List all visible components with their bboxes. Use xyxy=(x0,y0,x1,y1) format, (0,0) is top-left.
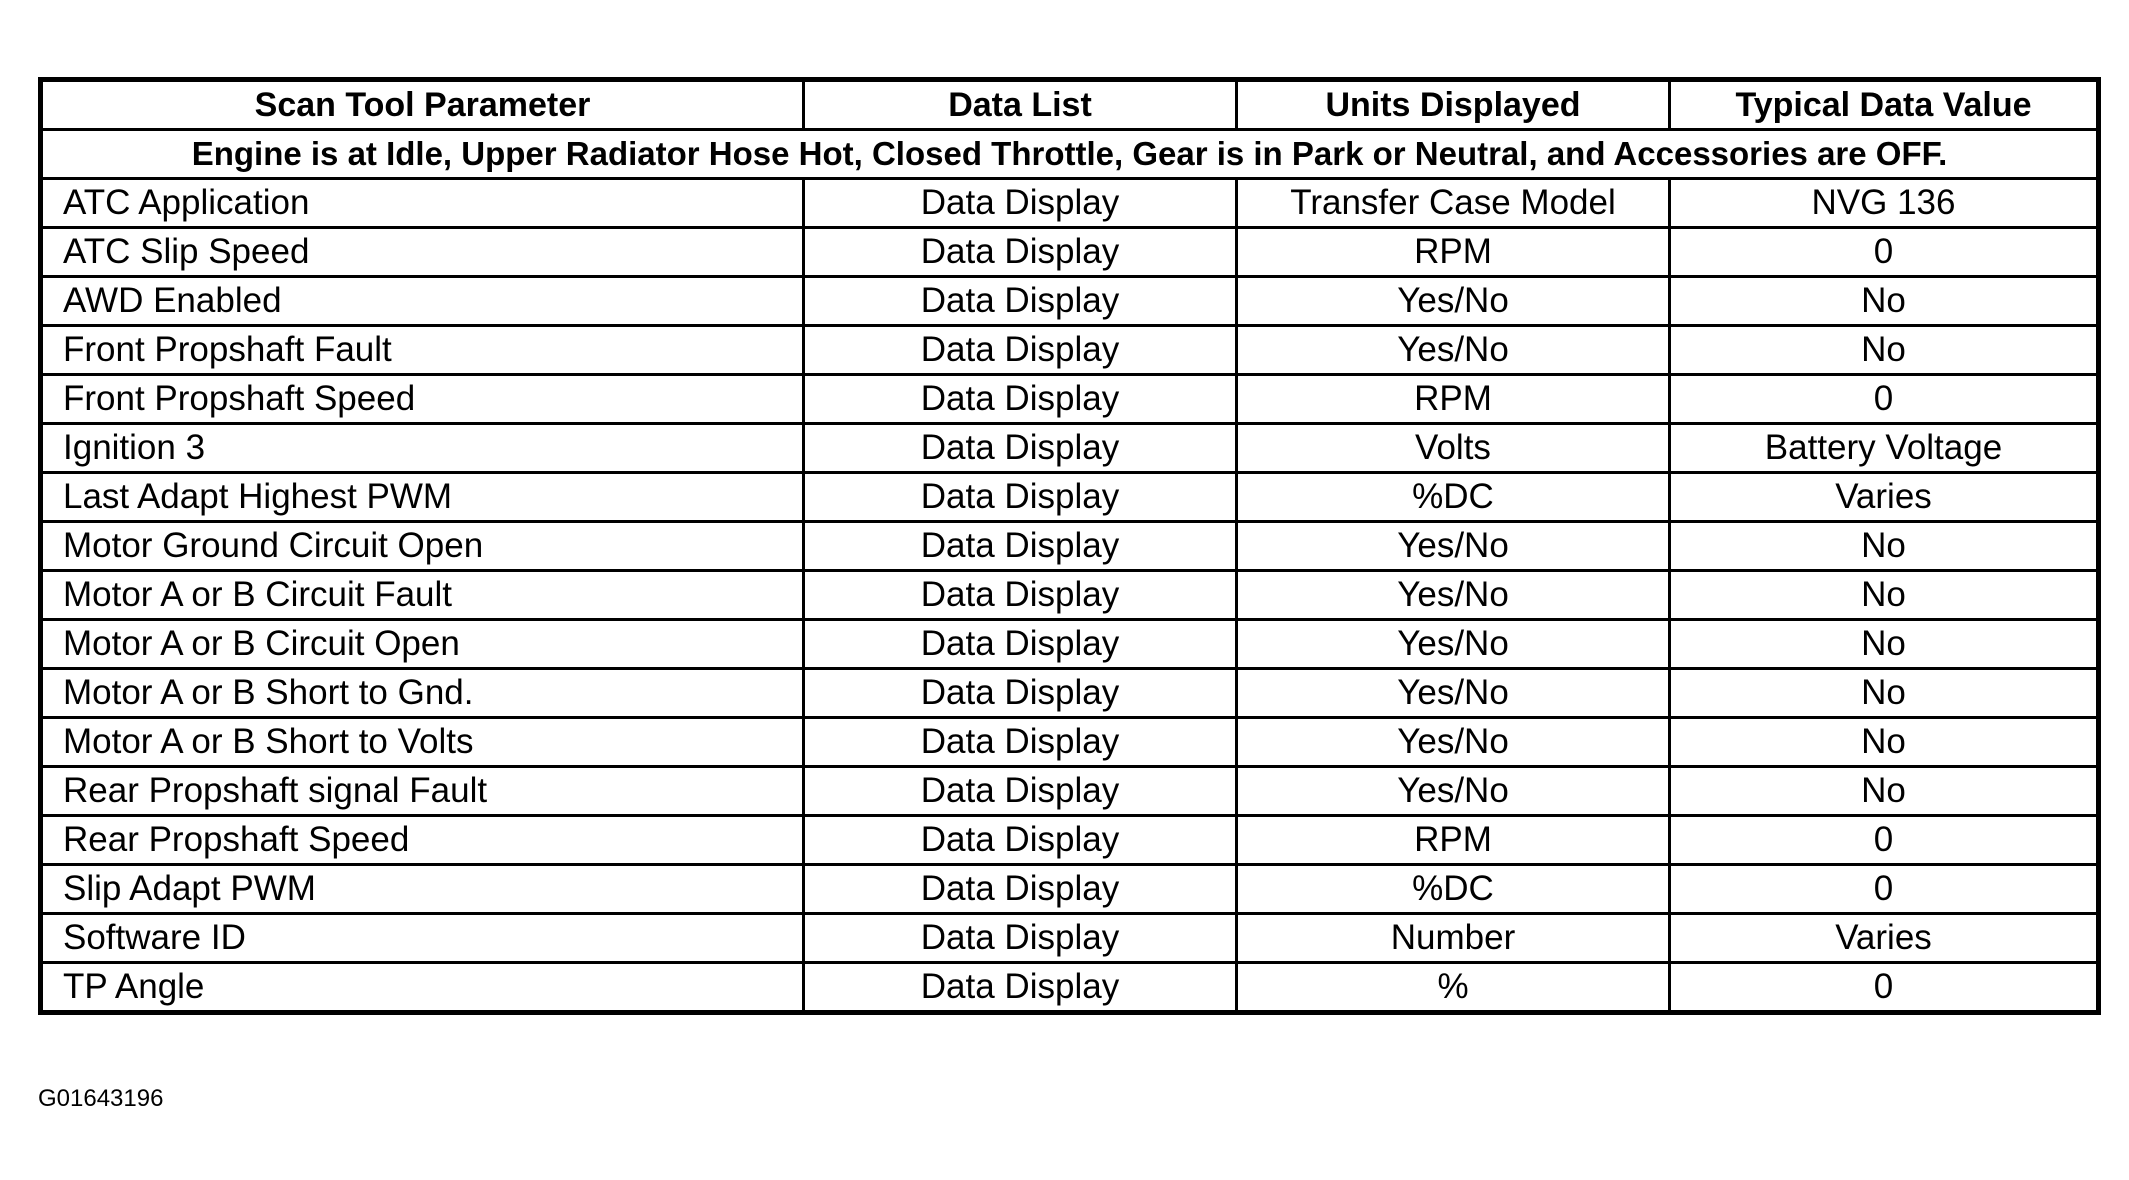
parameter-cell: Rear Propshaft Speed xyxy=(41,816,804,865)
units-cell: %DC xyxy=(1237,865,1670,914)
typical-value-cell: No xyxy=(1670,669,2099,718)
data-list-cell: Data Display xyxy=(804,179,1237,228)
units-cell: %DC xyxy=(1237,473,1670,522)
table-row xyxy=(41,718,2099,767)
figure-id: G01643196 xyxy=(38,1085,164,1112)
units-cell: RPM xyxy=(1237,228,1670,277)
condition-text: Engine is at Idle, Upper Radiator Hose Hot, Closed Throttle, Gear is in Park or Neutral, and Accessories are OFF. xyxy=(41,130,2099,179)
table-row xyxy=(41,179,2099,228)
parameter-cell: AWD Enabled xyxy=(41,277,804,326)
header-scan-tool-parameter: Scan Tool Parameter xyxy=(41,80,804,130)
data-list-cell: Data Display xyxy=(804,375,1237,424)
data-list-cell: Data Display xyxy=(804,228,1237,277)
table-row xyxy=(41,571,2099,620)
table-row xyxy=(41,277,2099,326)
data-list-cell: Data Display xyxy=(804,865,1237,914)
table-header-row xyxy=(41,80,2099,130)
data-list-cell: Data Display xyxy=(804,473,1237,522)
header-data-list: Data List xyxy=(804,80,1237,130)
header-typical-data-value: Typical Data Value xyxy=(1670,80,2099,130)
parameter-cell: Last Adapt Highest PWM xyxy=(41,473,804,522)
units-cell: Transfer Case Model xyxy=(1237,179,1670,228)
parameter-cell: Front Propshaft Fault xyxy=(41,326,804,375)
units-cell: Yes/No xyxy=(1237,767,1670,816)
typical-value-cell: 0 xyxy=(1670,963,2099,1013)
parameter-cell: Slip Adapt PWM xyxy=(41,865,804,914)
parameter-cell: ATC Slip Speed xyxy=(41,228,804,277)
data-list-cell: Data Display xyxy=(804,767,1237,816)
table-row xyxy=(41,522,2099,571)
parameter-cell: TP Angle xyxy=(41,963,804,1013)
table-row xyxy=(41,620,2099,669)
units-cell: Yes/No xyxy=(1237,718,1670,767)
data-list-cell: Data Display xyxy=(804,424,1237,473)
typical-value-cell: No xyxy=(1670,522,2099,571)
parameter-cell: Ignition 3 xyxy=(41,424,804,473)
parameter-cell: ATC Application xyxy=(41,179,804,228)
data-list-cell: Data Display xyxy=(804,718,1237,767)
typical-value-cell: No xyxy=(1670,718,2099,767)
data-list-cell: Data Display xyxy=(804,669,1237,718)
parameter-cell: Motor A or B Circuit Open xyxy=(41,620,804,669)
parameter-cell: Front Propshaft Speed xyxy=(41,375,804,424)
units-cell: RPM xyxy=(1237,375,1670,424)
units-cell: Volts xyxy=(1237,424,1670,473)
table-row xyxy=(41,424,2099,473)
typical-value-cell: 0 xyxy=(1670,816,2099,865)
typical-value-cell: Varies xyxy=(1670,914,2099,963)
table-row xyxy=(41,473,2099,522)
typical-value-cell: No xyxy=(1670,571,2099,620)
data-list-cell: Data Display xyxy=(804,620,1237,669)
condition-row xyxy=(41,130,2099,179)
units-cell: % xyxy=(1237,963,1670,1013)
parameter-cell: Motor A or B Short to Gnd. xyxy=(41,669,804,718)
table-row xyxy=(41,326,2099,375)
table-row xyxy=(41,228,2099,277)
table-row xyxy=(41,865,2099,914)
parameter-cell: Software ID xyxy=(41,914,804,963)
units-cell: Yes/No xyxy=(1237,620,1670,669)
units-cell: Yes/No xyxy=(1237,277,1670,326)
data-list-cell: Data Display xyxy=(804,963,1237,1013)
typical-value-cell: 0 xyxy=(1670,228,2099,277)
data-list-cell: Data Display xyxy=(804,326,1237,375)
table-row xyxy=(41,816,2099,865)
data-list-cell: Data Display xyxy=(804,277,1237,326)
parameter-cell: Motor Ground Circuit Open xyxy=(41,522,804,571)
table-row xyxy=(41,669,2099,718)
data-list-cell: Data Display xyxy=(804,816,1237,865)
typical-value-cell: Varies xyxy=(1670,473,2099,522)
parameter-cell: Rear Propshaft signal Fault xyxy=(41,767,804,816)
parameter-cell: Motor A or B Short to Volts xyxy=(41,718,804,767)
units-cell: RPM xyxy=(1237,816,1670,865)
typical-value-cell: 0 xyxy=(1670,375,2099,424)
units-cell: Number xyxy=(1237,914,1670,963)
typical-value-cell: No xyxy=(1670,620,2099,669)
data-list-cell: Data Display xyxy=(804,571,1237,620)
table-row xyxy=(41,963,2099,1013)
table-row xyxy=(41,375,2099,424)
data-list-cell: Data Display xyxy=(804,522,1237,571)
units-cell: Yes/No xyxy=(1237,326,1670,375)
typical-value-cell: Battery Voltage xyxy=(1670,424,2099,473)
typical-value-cell: No xyxy=(1670,767,2099,816)
typical-value-cell: 0 xyxy=(1670,865,2099,914)
header-units-displayed: Units Displayed xyxy=(1237,80,1670,130)
typical-value-cell: No xyxy=(1670,277,2099,326)
table-row xyxy=(41,767,2099,816)
units-cell: Yes/No xyxy=(1237,571,1670,620)
table-row xyxy=(41,914,2099,963)
data-list-cell: Data Display xyxy=(804,914,1237,963)
typical-value-cell: No xyxy=(1670,326,2099,375)
typical-value-cell: NVG 136 xyxy=(1670,179,2099,228)
parameter-cell: Motor A or B Circuit Fault xyxy=(41,571,804,620)
units-cell: Yes/No xyxy=(1237,522,1670,571)
scan-tool-data-table xyxy=(38,77,2101,1015)
units-cell: Yes/No xyxy=(1237,669,1670,718)
